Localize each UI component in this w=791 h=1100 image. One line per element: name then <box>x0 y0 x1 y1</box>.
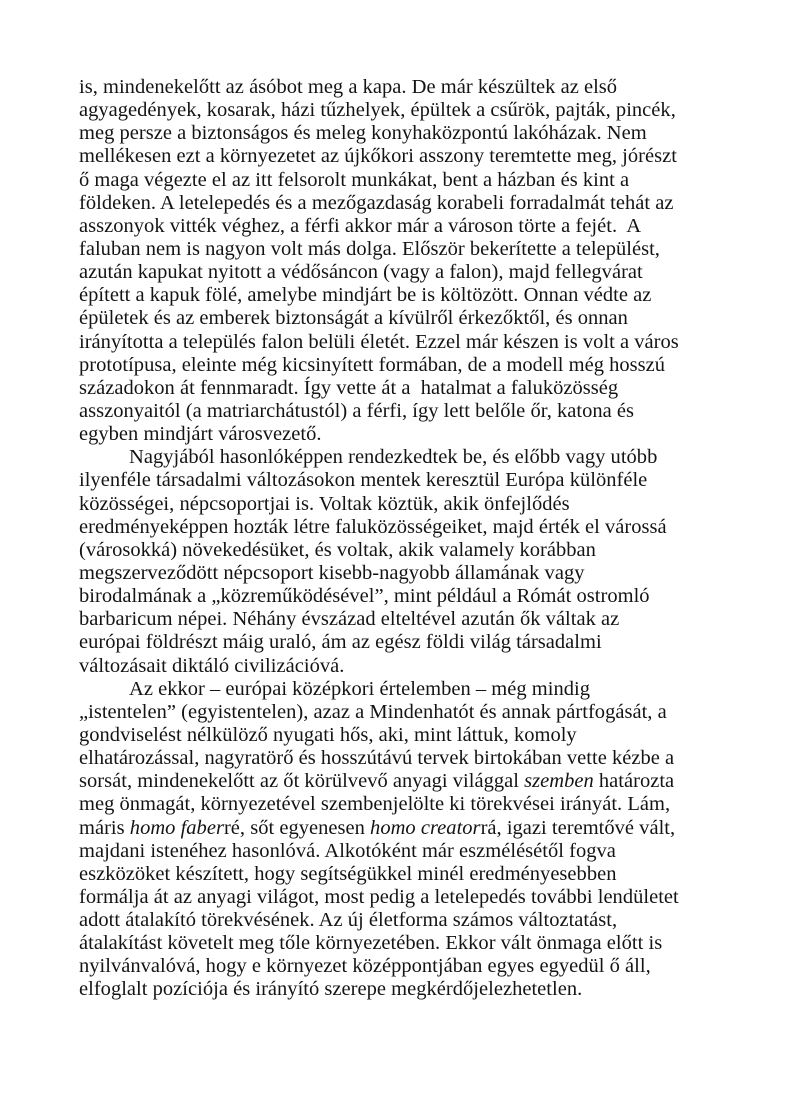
body-text <box>79 76 739 1002</box>
text-segment: rá, igazi teremtővé vált, <box>480 816 676 839</box>
text-line: épített a kapuk fölé, amelybe mindjárt be is költözött. Onnan védte az <box>79 284 652 307</box>
text-line: (városokká) növekedésüket, és voltak, akik valamely korábban <box>79 538 596 561</box>
text-line: meg önmagát, környezetével szembenjelölte ki törekvései irányát. Lám, <box>79 793 671 816</box>
text-line: barbaricum népei. Néhány évszázad elteltével azután ők váltak az <box>79 608 620 631</box>
text-line: átalakítást követelt meg tőle környezetében. Ekkor vált önmaga előtt is <box>79 932 663 955</box>
text-line: majdani istenéhez hasonlóvá. Alkotóként már eszmélésétől fogva <box>79 839 616 862</box>
text-line: meg persze a biztonságos és meleg konyhaközpontú lakóházak. Nem <box>79 122 647 145</box>
text-line: adott átalakító törekvésének. Az új életforma számos változtatást, <box>79 909 618 932</box>
text-line: eredményeképpen hozták létre faluközösségeiket, majd érték el várossá <box>79 515 667 538</box>
italic-text: homo creator <box>370 816 481 839</box>
paragraph <box>79 678 739 1002</box>
text-line: prototípusa, eleinte még kicsinyített formában, de a modell még hosszú <box>79 353 666 376</box>
text-segment: sorsát, mindenekelőtt az őt körülvevő anyagi világgal <box>79 770 525 793</box>
text-line: ő maga végezte el az itt felsorolt munkákat, bent a házban és kint a <box>79 168 630 191</box>
text-line: nyilvánvalóvá, hogy e környezet középpontjában egyes egyedül ő áll, <box>79 955 651 978</box>
italic-text: szemben <box>524 770 594 793</box>
text-line: ilyenféle társadalmi változásokon mentek keresztül Európa különféle <box>79 469 648 492</box>
text-segment: határozta <box>593 770 675 793</box>
text-line: egyben mindjárt városvezető. <box>79 423 322 446</box>
text-segment: máris <box>79 816 130 839</box>
text-line: birodalmának a „közreműködésével”, mint például a Rómát ostromló <box>79 585 650 608</box>
text-line: elhatározással, nagyratörő és hosszútávú tervek birtokában vette kézbe a <box>79 747 675 770</box>
text-line <box>79 817 739 840</box>
text-line: is, mindenekelőtt az ásóbot meg a kapa. De már készültek az első <box>79 76 618 98</box>
text-line: faluban nem is nagyon volt más dolga. Először bekerítette a települést, <box>79 237 660 260</box>
text-line: épületek és az emberek biztonságát a kívülről érkezőktől, és onnan <box>79 307 628 330</box>
text-line: azután kapukat nyitott a védősáncon (vagy a falon), majd fellegvárat <box>79 261 643 284</box>
text-segment: ré, sőt egyenesen <box>223 816 371 839</box>
text-line: megszerveződött népcsoport kisebb-nagyobb államának vagy <box>79 561 585 584</box>
paragraph <box>79 446 739 677</box>
text-line: századokon át fennmaradt. Így vette át a hatalmat a faluközösség <box>79 376 619 399</box>
text-line: európai földrészt máig uraló, ám az egész földi világ társadalmi <box>79 631 602 654</box>
text-line: Az ekkor – európai középkori értelemben – még mindig <box>129 677 590 700</box>
text-line: változásait diktáló civilizációvá. <box>79 654 345 677</box>
text-line: közösségei, népcsoportjai is. Voltak köztük, akik önfejlődés <box>79 492 570 515</box>
text-line: „istentelen” (egyistentelen), azaz a Mindenhatót és annak pártfogását, a <box>79 700 667 723</box>
text-line: földeken. A letelepedés és a mezőgazdaság korabeli forradalmát tehát az <box>79 191 674 214</box>
text-line: Nagyjából hasonlóképpen rendezkedtek be, és előbb vagy utóbb <box>129 446 658 469</box>
text-line: asszonyaitól (a matriarchátustól) a férfi, így lett belőle őr, katona és <box>79 399 635 422</box>
text-line <box>79 770 739 793</box>
text-line: irányította a település falon belüli életét. Ezzel már készen is volt a város <box>79 330 679 353</box>
text-line: asszonyok vitték véghez, a férfi akkor már a városon törte a fejét. A <box>79 214 642 237</box>
text-line: mellékesen ezt a környezetet az újkőkori asszony teremtette meg, jórészt <box>79 145 677 168</box>
text-line: eszközöket készített, hogy segítségükkel minél eredményesebben <box>79 862 617 885</box>
text-line: formálja át az anyagi világot, most pedig a letelepedés további lendületet <box>79 885 679 908</box>
text-line: elfoglalt pozíciója és irányító szerepe megkérdőjelezhetetlen. <box>79 978 583 1001</box>
paragraph <box>79 76 739 446</box>
text-line: gondviselést nélkülöző nyugati hős, aki, mint láttuk, komoly <box>79 723 577 746</box>
text-line: agyagedények, kosarak, házi tűzhelyek, épültek a csűrök, pajták, pincék, <box>79 99 676 122</box>
italic-text: homo faber <box>129 816 224 839</box>
